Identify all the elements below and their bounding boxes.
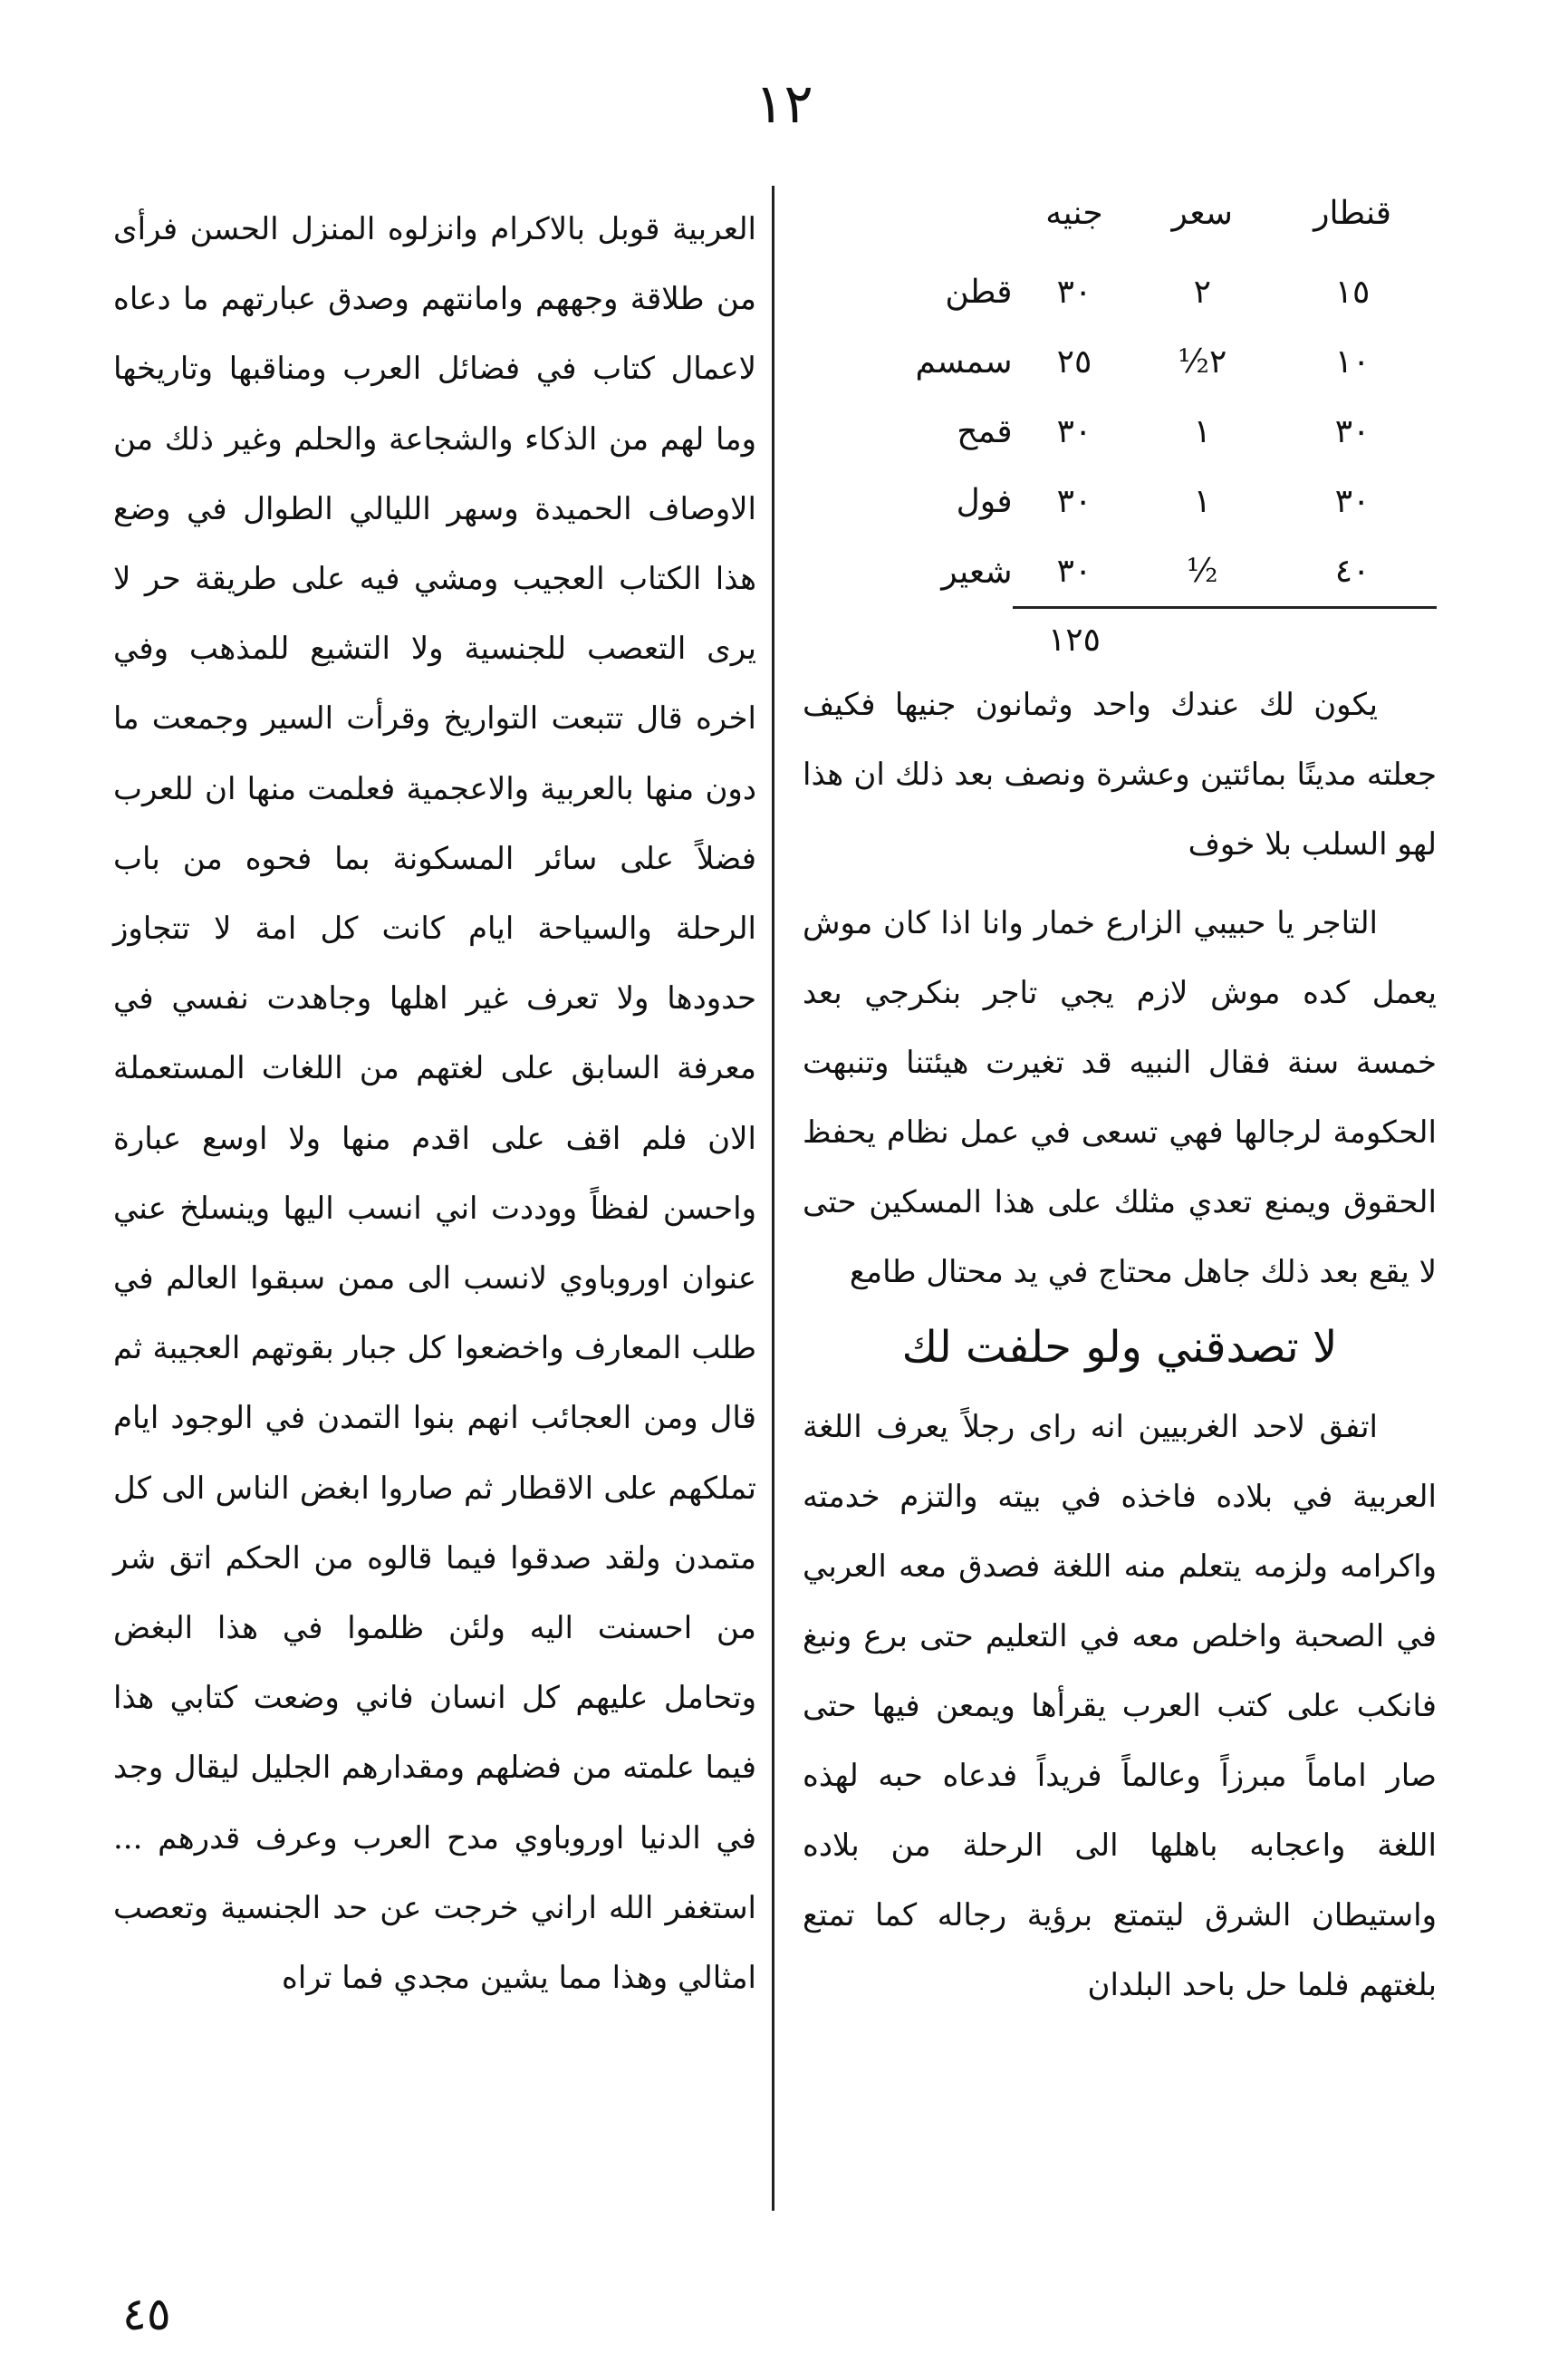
cell-qintar: ٤٠ — [1268, 536, 1437, 608]
price-table — [803, 195, 1437, 670]
cell-price: ٢ — [1193, 274, 1211, 311]
right-paragraph-2: التاجر يا حبيبي الزارع خمار وانا اذا كان موش يعمل كده موش لازم يجي تاجر بنكرجي بعد خمسة سنة فقال النبيه قد تغيرت هيئتنا وتنبهت الحكومة لرجالها فهي تسعى في عمل نظام يحفظ الحقوق ويمنع تعدي مثلك على هذا المسكين حتى لا يقع بعد ذلك جاهل محتاج في يد محتال طامع — [803, 905, 1437, 1290]
cell-item: فول — [956, 483, 1013, 520]
cell-pound: ٣٠ — [1013, 536, 1137, 608]
table-row — [803, 397, 1437, 467]
table-total-row — [803, 608, 1437, 671]
header-item — [803, 195, 1013, 257]
left-column — [113, 195, 756, 2013]
cell-item: شعير — [941, 553, 1013, 591]
cell-pound: ٢٥ — [1056, 343, 1092, 381]
cell-item: قطن — [945, 274, 1013, 311]
cell-price: ½ — [1136, 536, 1268, 608]
footer-number: ٤٥ — [122, 2288, 171, 2340]
cell-price: ١ — [1193, 483, 1211, 520]
column-divider — [772, 186, 774, 2211]
cell-price: ١ — [1193, 413, 1211, 450]
total-value: ١٢٥ — [1047, 621, 1101, 659]
cell-pound: ٣٠ — [1056, 413, 1092, 450]
header-price: سعر — [1171, 195, 1233, 232]
cell-qintar: ١٥ — [1334, 274, 1371, 311]
cell-pound: ٣٠ — [1056, 483, 1092, 520]
cell-qintar: ٣٠ — [1334, 483, 1371, 520]
right-column — [803, 195, 1437, 2020]
cell-qintar: ١٠ — [1334, 343, 1371, 381]
page-number: ١٢ — [755, 72, 813, 136]
cell-pound: ٣٠ — [1056, 274, 1092, 311]
left-paragraph: العربية قوبل بالاكرام وانزلوه المنزل الحسن فرأى من طلاقة وجههم وامانتهم وصدق عبارتهم ما دعاه لاعمال كتاب في فضائل العرب ومناقبها وتاريخها وما لهم من الذكاء والشجاعة والحلم وغير ذلك من الاوصاف الحميدة وسهر الليالي الطوال في وضع هذا الكتاب العجيب ومشي فيه على طريقة حر لا يرى التعصب للجنسية ولا التشيع للمذهب وفي اخره قال تتبعت التواريخ وقرأت السير وجمعت ما دون منها بالعربية والاعجمية فعلمت منها ان للعرب فضلاً على سائر المسكونة بما فحوه من باب الرحلة والسياحة ايام كانت كل امة لا تتجاوز حدودها ولا تعرف غير اهلها وجاهدت نفسي في معرفة السابق على لغتهم من اللغات المستعملة الان فلم اقف على اقدم منها ولا اوسع عبارة واحسن لفظاً ووددت اني انسب اليها وينسلخ عني عنوان اوروباوي لانسب الى ممن سبقوا العالم في طلب المعارف واخضعوا كل جبار بقوتهم العجيبة ثم قال ومن العجائب انهم بنوا التمدن في الوجود ايام تملكهم على الاقطار ثم صاروا ابغض الناس الى كل متمدن ولقد صدقوا فيما قالوه من الحكم اتق شر من احسنت اليه ولئن ظلموا في هذا البغض وتحامل عليهم كل انسان فاني وضعت كتابي هذا فيما علمته من فضلهم ومقدارهم الجليل ليقال وجد في الدنيا اوروباوي مدح العرب وعرف قدرهم ... استغفر الله اراني خرجت عن حد الجنسية وتعصب امثالي وهذا مما يشين مجدي فما تراه — [113, 211, 756, 1997]
cell-item: قمح — [957, 413, 1013, 450]
section-title: لا تصدقني ولو حلفت لك — [901, 1322, 1338, 1373]
table-row — [803, 327, 1437, 397]
header-pound: جنيه — [1045, 195, 1103, 232]
cell-item: سمسم — [915, 343, 1013, 381]
header-qintar: قنطار — [1313, 195, 1392, 232]
cell-price: ٢½ — [1178, 343, 1227, 381]
table-row — [803, 467, 1437, 536]
table-row — [803, 536, 1437, 608]
cell-qintar: ٣٠ — [1334, 413, 1371, 450]
price-table-header — [803, 195, 1437, 257]
right-paragraph-1: يكون لك عندك واحد وثمانون جنيها فكيف جعلته مدينًا بمائتين وعشرة ونصف بعد ذلك ان هذا لهو السلب بلا خوف — [803, 687, 1437, 863]
section-paragraph: اتفق لاحد الغربيين انه راى رجلاً يعرف اللغة العربية في بلاده فاخذه في بيته والتزم خدمته واكرامه ولزمه يتعلم منه اللغة فصدق معه العربي في الصحبة واخلص معه في التعليم حتى برع ونبغ فانكب على كتب العرب يقرأها ويمعن فيها حتى صار اماماً مبرزاً وعالماً فريداً فدعاه حبه لهذه اللغة واعجابه باهلها الى الرحلة من بلاده واستيطان الشرق ليتمتع برؤية رجاله كما تمتع بلغتهم فلما حل باحد البلدان — [803, 1409, 1437, 2003]
table-row — [803, 257, 1437, 327]
